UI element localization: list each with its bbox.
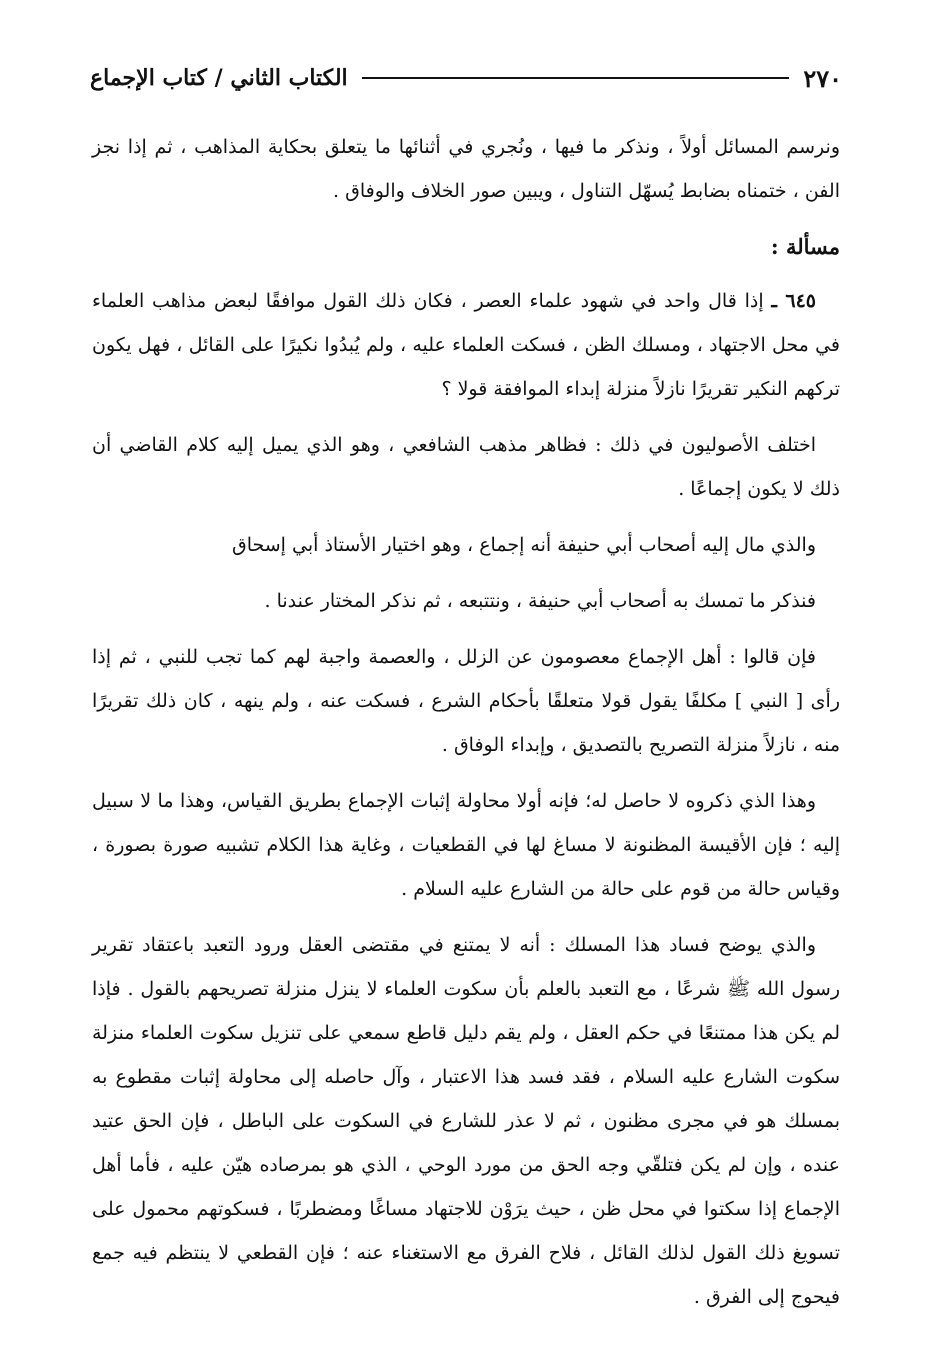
paragraph-5: فنذكر ما تمسك به أصحاب أبي حنيفة ، ونتتبعه ، ثم نذكر المختار عندنا . xyxy=(264,590,816,612)
paragraph-1: ونرسم المسائل أولاً ، ونذكر ما فيها ، ونُجري في أثنائها ما يتعلق بحكاية المذاهب ، ثم إذا نجز الفن ، ختمناه بضابط يُسهّل التناول ، ويبين صور الخلاف والوفاق . xyxy=(92,136,840,202)
page-number: ٢٧٠ xyxy=(803,63,842,93)
page-header xyxy=(90,58,842,98)
item-number: ٦٤٥ ـ xyxy=(771,290,816,312)
paragraph-6: فإن قالوا : أهل الإجماع معصومون عن الزلل ، والعصمة واجبة لهم كما تجب للنبي ، ثم إذا رأى [ النبي ] مكلفًا يقول قولا متعلقًا بأحكام الشرع ، فسكت عنه ، ولم ينهه ، كان ذلك تقريرًا منه ، نازلاً منزلة التصريح بالتصديق ، وإبداء الوفاق . xyxy=(92,646,840,756)
paragraph-7: وهذا الذي ذكروه لا حاصل له؛ فإنه أولا محاولة إثبات الإجماع بطريق القياس، وهذا ما لا سبيل إليه ؛ فإن الأقيسة المظنونة لا مساغ لها في القطعيات ، وغاية هذا الكلام تشبيه صورة بصورة ، وقياس حالة من قوم على حالة من الشارع عليه السلام . xyxy=(92,790,840,900)
section-heading: مسألة : xyxy=(770,234,840,259)
body-text xyxy=(92,125,840,1331)
paragraph-8: والذي يوضح فساد هذا المسلك : أنه لا يمتنع في مقتضى العقل ورود التعبد باعتقاد تقرير رسول الله ﷺ شرعًا ، مع التعبد بالعلم بأن سكوت العلماء لا ينزل منزلة تصريحهم بالقول . فإذا لم يكن هذا ممتنعًا في حكم العقل ، ولم يقم دليل قاطع سمعي على تنزيل سكوت العلماء منزلة سكوت الشارع عليه السلام ، فقد فسد هذا الاعتبار ، وآل حاصله إلى محاولة إثبات مقطوع به بمسلك هو في مجرى مظنون ، ثم لا عذر للشارع في السكوت على الباطل ، فإن الحق عتيد عنده ، وإن لم يكن فتلقّي وجه الحق من مورد الوحي ، الذي هو بمرصاده هيّن عليه ، فأما أهل الإجماع إذا سكتوا في محل ظن ، حيث يرَوْن للاجتهاد مساغًا ومضطربًا ، فسكوتهم محمول على تسويغ ذلك القول لذلك القائل ، فلاح الفرق مع الاستغناء عنه ؛ فإن القطعي لا ينتظم فيه جمع فيحوج إلى الفرق . xyxy=(92,934,840,1308)
running-title: الكتاب الثاني / كتاب الإجماع xyxy=(90,65,348,91)
header-rule xyxy=(362,77,790,79)
paragraph-2 xyxy=(92,279,840,411)
paragraph-3: اختلف الأصوليون في ذلك : فظاهر مذهب الشافعي ، وهو الذي يميل إليه كلام القاضي أن ذلك لا يكون إجماعًا . xyxy=(92,434,840,500)
paragraph-2-text: إذا قال واحد في شهود علماء العصر ، فكان ذلك القول موافقًا لبعض مذاهب العلماء في محل الاجتهاد ، ومسلك الظن ، فسكت العلماء عليه ، ولم يُبدُوا نكيرًا على القائل ، فهل يكون تركهم النكير تقريرًا نازلاً منزلة إبداء الموافقة قولا ؟ xyxy=(92,290,840,400)
paragraph-4: والذي مال إليه أصحاب أبي حنيفة أنه إجماع ، وهو اختيار الأستاذ أبي إسحاق xyxy=(231,534,816,556)
